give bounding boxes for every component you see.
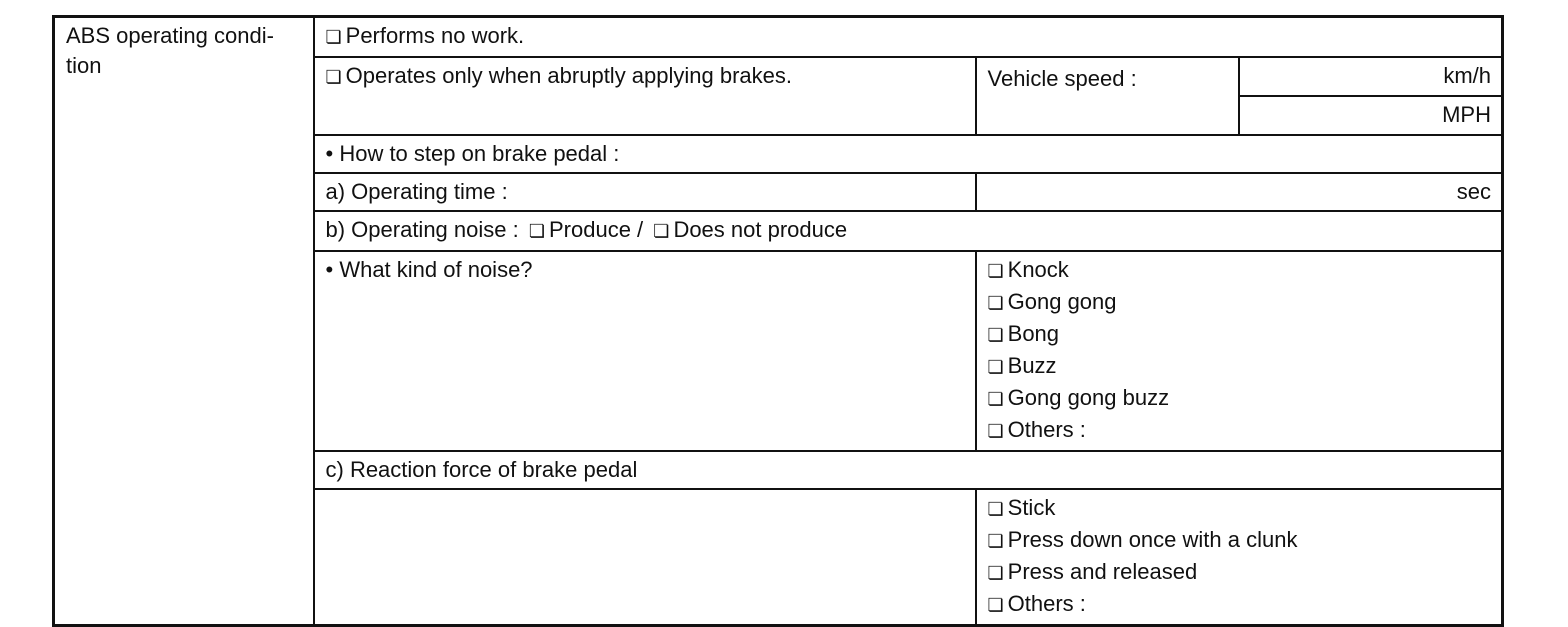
checkbox-abrupt-braking[interactable]: ❏ (325, 67, 342, 88)
checkbox-no-work[interactable]: ❏ (325, 27, 342, 48)
reaction-force-cell (314, 451, 1503, 489)
noise-options-cell (976, 251, 1503, 451)
does-not-produce-label: Does not produce (673, 217, 848, 242)
checkbox-icon: ❏ (987, 357, 1004, 378)
checkbox-icon: ❏ (987, 563, 1004, 584)
abrupt-braking-cell (314, 57, 976, 135)
checkbox-produce[interactable]: ❏ (528, 221, 545, 242)
vehicle-speed-label: Vehicle speed : (987, 66, 1137, 91)
operating-time-field[interactable] (976, 173, 1503, 211)
operating-noise-label: b) Operating noise : (325, 217, 519, 242)
vehicle-speed-label-cell (976, 57, 1239, 135)
checkbox-icon: ❏ (987, 261, 1004, 282)
reaction-force-label: c) Reaction force of brake pedal (325, 457, 638, 482)
unit-mph: MPH (1442, 102, 1491, 127)
vehicle-speed-kmh-field[interactable] (1239, 57, 1503, 96)
noise-option[interactable] (988, 319, 1492, 351)
checkbox-icon: ❏ (987, 389, 1004, 410)
noise-option[interactable] (988, 287, 1492, 319)
reaction-option[interactable] (988, 589, 1492, 621)
what-kind-noise-label: • What kind of noise? (325, 257, 533, 282)
row-header-abs-operating-condition: ABS operating condi- tion (54, 17, 314, 626)
unit-sec: sec (1456, 179, 1491, 204)
reaction-option-label: Press and released (1007, 559, 1198, 584)
operating-time-label: a) Operating time : (325, 179, 508, 204)
noise-option[interactable] (988, 351, 1492, 383)
noise-option[interactable] (988, 255, 1492, 287)
noise-option-label: Others : (1007, 417, 1086, 442)
how-to-step-cell (314, 135, 1503, 173)
reaction-option[interactable] (988, 493, 1492, 525)
checkbox-icon: ❏ (987, 531, 1004, 552)
no-work-cell (314, 17, 1503, 58)
reaction-option-label: Press down once with a clunk (1007, 527, 1298, 552)
abs-condition-table (52, 15, 1504, 627)
produce-label: Produce / (549, 217, 644, 242)
checkbox-icon: ❏ (987, 499, 1004, 520)
checkbox-icon: ❏ (987, 325, 1004, 346)
noise-option[interactable] (988, 415, 1492, 447)
reaction-options-cell (976, 489, 1503, 626)
operating-time-label-cell (314, 173, 976, 211)
checkbox-icon: ❏ (987, 293, 1004, 314)
what-kind-noise-cell (314, 251, 976, 451)
checkbox-icon: ❏ (987, 421, 1004, 442)
how-to-step-label: • How to step on brake pedal : (325, 141, 620, 166)
noise-option-label: Buzz (1007, 353, 1057, 378)
vehicle-speed-mph-field[interactable] (1239, 96, 1503, 135)
reaction-option[interactable] (988, 557, 1492, 589)
checkbox-does-not-produce[interactable]: ❏ (653, 221, 670, 242)
noise-option-label: Gong gong buzz (1007, 385, 1170, 410)
unit-kmh: km/h (1443, 63, 1491, 88)
operating-noise-cell (314, 211, 1503, 251)
noise-option[interactable] (988, 383, 1492, 415)
noise-option-label: Knock (1007, 257, 1069, 282)
noise-option-label: Bong (1007, 321, 1060, 346)
reaction-force-blank-cell (314, 489, 976, 626)
checkbox-icon: ❏ (987, 595, 1004, 616)
reaction-option-label: Stick (1007, 495, 1056, 520)
no-work-label: Performs no work. (345, 23, 525, 48)
reaction-option-label: Others : (1007, 591, 1086, 616)
noise-option-label: Gong gong (1007, 289, 1117, 314)
reaction-option[interactable] (988, 525, 1492, 557)
abrupt-braking-label: Operates only when abruptly applying brakes. (345, 63, 793, 88)
